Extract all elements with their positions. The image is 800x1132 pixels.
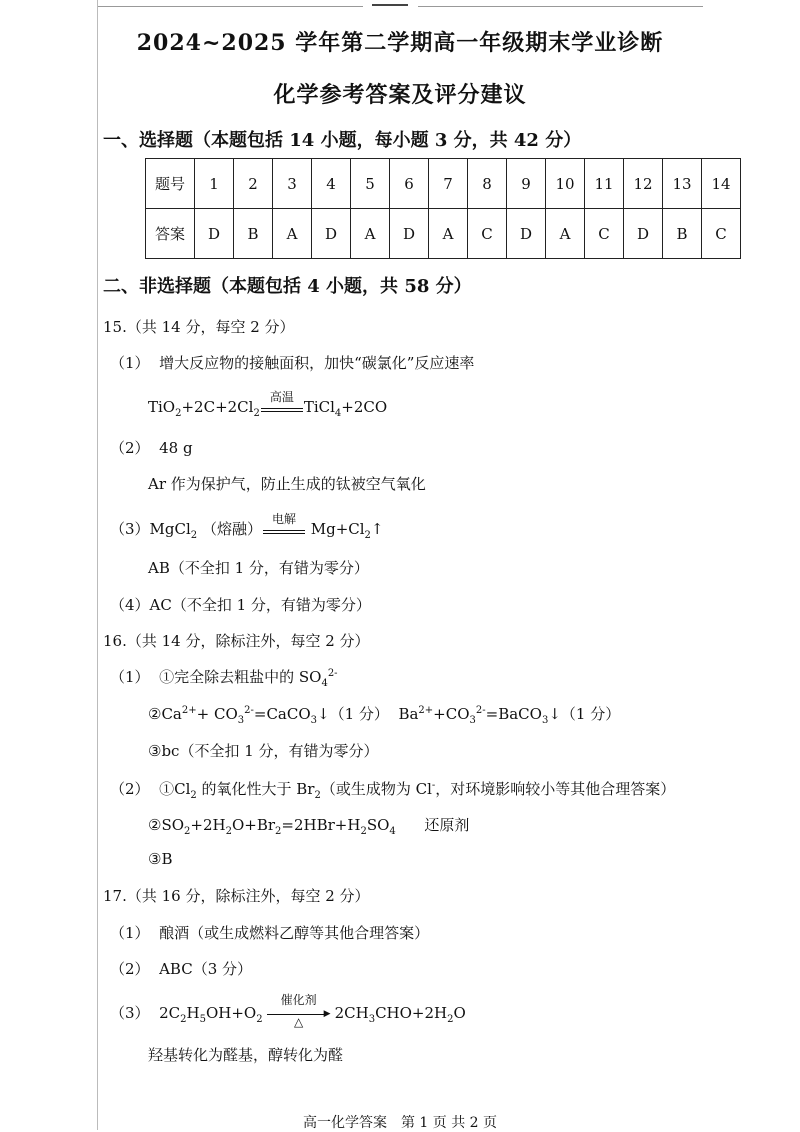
q15-p3-text2: AB（不全扣 1 分，有错为零分）: [148, 559, 369, 577]
high-temp-condition: 高温: [261, 398, 303, 418]
q16-head: 16.（共 14 分，除标注外，每空 2 分）: [103, 632, 370, 650]
answer-cell: D: [507, 209, 546, 259]
q16-p1-c: ③bc（不全扣 1 分，有错为零分）: [148, 742, 379, 760]
question-number-cell: 2: [234, 159, 273, 209]
q15-p1-label: （1）: [110, 354, 150, 372]
page-footer: 高一化学答案 第 1 页 共 2 页: [302, 1115, 498, 1131]
answer-table: [145, 158, 741, 259]
question-number-cell: 12: [624, 159, 663, 209]
answer-cell: A: [429, 209, 468, 259]
eq1-left: TiO: [148, 398, 176, 416]
q17-p3-text2: 羟基转化为醛基，醇转化为醛: [148, 1046, 344, 1064]
question-number-cell: 3: [273, 159, 312, 209]
question-number-row: [146, 159, 741, 209]
page-subtitle: 化学参考答案及评分建议: [273, 82, 527, 108]
q17-part3: （3） $2C_2H_5OH+O_2$ 催化剂 ▶ △ $2CH_3CHO+2H_2O$: [110, 993, 466, 1029]
question-number-cell: 4: [312, 159, 351, 209]
page-title: 2024~2025 学年第二学期高一年级期末学业诊断: [136, 30, 664, 56]
catalyst-arrow: 催化剂 ▶ △: [267, 1003, 331, 1025]
answer-cell: A: [351, 209, 390, 259]
question-number-cell: 1: [195, 159, 234, 209]
q17-part2: （2） ABC（3 分）: [110, 960, 253, 978]
q16-part2: （2） $①Cl_2$ 的氧化性大于 $Br_2$（或生成物为 Cl-，对环境影响较小等其他合理答案）: [110, 780, 676, 801]
q17-part1: （1） 酿酒（或生成燃料乙醇等其他合理答案）: [110, 924, 430, 942]
answer-cell: C: [468, 209, 507, 259]
q15-head: 15.（共 14 分，每空 2 分）: [103, 318, 295, 336]
q17-p2-text: ABC（3 分）: [159, 960, 253, 978]
question-number-cell: 5: [351, 159, 390, 209]
q16-part1: （1） ①完全除去粗盐中的 $SO_4^{2-}$: [110, 668, 338, 689]
q15-equation1: $TiO_2+2C+2Cl_2$ 高温 TiCl$_4$+2CO: [148, 390, 388, 419]
answer-cell: B: [663, 209, 702, 259]
q16-p2-c: ③B: [148, 850, 173, 868]
question-number-cell: 11: [585, 159, 624, 209]
row-label-answer: 答案: [146, 209, 195, 259]
q17-head: 17.（共 16 分，除标注外，每空 2 分）: [103, 887, 370, 905]
q16-p1-b: $②Ca^{2+}+$ $CO_3^{2-}=CaCO_3↓(1$ 分） $Ba^{2+}+CO_3^{2-}=BaCO_3↓(1$ 分）: [148, 705, 621, 726]
q15-part3: （3）MgCl$_2$ （熔融） 电解 $Mg+Cl_2↑$: [110, 512, 384, 541]
top-dash-mark: [372, 4, 408, 6]
question-number-cell: 9: [507, 159, 546, 209]
q15-part1: [110, 352, 474, 373]
q15-part4: （4）AC（不全扣 1 分，有错为零分）: [110, 596, 371, 614]
row-label-question: 题号: [146, 159, 195, 209]
answer-cell: A: [546, 209, 585, 259]
q15-part2: （2） 48 g: [110, 439, 193, 457]
question-number-cell: 10: [546, 159, 585, 209]
answer-row: [146, 209, 741, 259]
answer-cell: B: [234, 209, 273, 259]
q15-p2-text: 48 g: [159, 439, 193, 457]
answer-cell: C: [702, 209, 741, 259]
section2-heading: 二、非选择题（本题包括 4 小题，共 58 分）: [103, 276, 472, 297]
q16-p2-b: $②SO_2+2H_2O+Br_2=2HBr+H_2SO_4$ 还原剂: [148, 816, 470, 837]
question-number-cell: 6: [390, 159, 429, 209]
q17-p1-text: 酿酒（或生成燃料乙醇等其他合理答案）: [159, 924, 430, 942]
margin-line: [97, 0, 98, 1130]
answer-cell: A: [273, 209, 312, 259]
q15-p1-text: 增大反应物的接触面积，加快“碳氯化”反应速率: [159, 354, 475, 372]
top-dash-line: [98, 6, 363, 7]
question-number-cell: 8: [468, 159, 507, 209]
answer-cell: C: [585, 209, 624, 259]
top-dash-line: [418, 6, 703, 7]
answer-cell: D: [312, 209, 351, 259]
question-number-cell: 14: [702, 159, 741, 209]
question-number-cell: 7: [429, 159, 468, 209]
q16-p1-a: ①完全除去粗盐中的 SO: [159, 668, 322, 686]
q16-p2-b-extra: 还原剂: [424, 816, 470, 834]
electrolysis-condition: 电解: [263, 520, 305, 540]
eq1-right: TiCl: [303, 398, 335, 416]
section1-heading: 一、选择题（本题包括 14 小题，每小题 3 分，共 42 分）: [103, 130, 582, 151]
q15-p3-melt: （熔融）: [201, 520, 262, 538]
question-number-cell: 13: [663, 159, 702, 209]
q15-p2-text2: Ar 作为保护气，防止生成的钛被空气氧化: [148, 475, 426, 493]
answer-cell: D: [624, 209, 663, 259]
answer-cell: D: [195, 209, 234, 259]
answer-cell: D: [390, 209, 429, 259]
